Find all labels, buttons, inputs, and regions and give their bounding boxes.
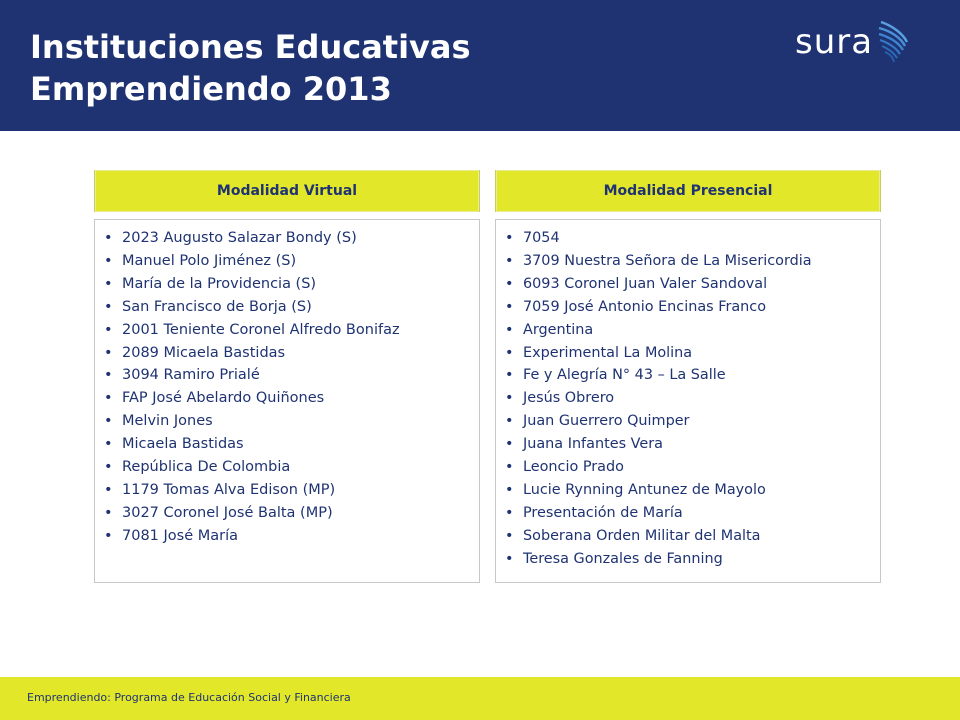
- institution-list-presencial: [496, 220, 880, 571]
- list-item: • Experimental La Molina: [505, 342, 880, 365]
- list-item: • 3027 Coronel José Balta (MP): [104, 502, 479, 525]
- list-item: • 2089 Micaela Bastidas: [104, 342, 479, 365]
- page-title: [30, 26, 471, 110]
- list-item: • República De Colombia: [104, 456, 479, 479]
- heading-label: Modalidad Virtual: [216, 183, 358, 199]
- header-banner: [0, 0, 960, 131]
- list-item: • 1179 Tomas Alva Edison (MP): [104, 479, 479, 502]
- list-item: • 2023 Augusto Salazar Bondy (S): [104, 227, 479, 250]
- column-heading-virtual: [94, 170, 480, 212]
- list-item: • Teresa Gonzales de Fanning: [505, 548, 880, 571]
- column-heading-presencial: [495, 170, 881, 212]
- list-item: • 7059 José Antonio Encinas Franco: [505, 296, 880, 319]
- list-item: • Juan Guerrero Quimper: [505, 410, 880, 433]
- list-item: • Manuel Polo Jiménez (S): [104, 250, 479, 273]
- title-line-1: Instituciones Educativas: [30, 28, 471, 66]
- list-item: • 7054: [505, 227, 880, 250]
- list-item: • Argentina: [505, 319, 880, 342]
- list-item: • 2001 Teniente Coronel Alfredo Bonifaz: [104, 319, 479, 342]
- column-presencial: [495, 170, 881, 567]
- list-box-presencial: [495, 219, 881, 583]
- logo-text: sura: [795, 22, 874, 62]
- list-item: • FAP José Abelardo Quiñones: [104, 387, 479, 410]
- list-item: • Soberana Orden Militar del Malta: [505, 525, 880, 548]
- wing-logo-icon: [877, 20, 911, 68]
- list-item: • 6093 Coronel Juan Valer Sandoval: [505, 273, 880, 296]
- list-item: • Presentación de María: [505, 502, 880, 525]
- list-item: • 7081 José María: [104, 525, 479, 548]
- list-item: • 3094 Ramiro Prialé: [104, 364, 479, 387]
- list-item: • María de la Providencia (S): [104, 273, 479, 296]
- column-virtual: [94, 170, 480, 544]
- footer-bar: [0, 677, 960, 720]
- footer-text: Emprendiendo: Programa de Educación Social y Financiera: [27, 691, 351, 704]
- list-item: • Lucie Rynning Antunez de Mayolo: [505, 479, 880, 502]
- heading-label: Modalidad Presencial: [603, 183, 773, 199]
- list-item: • San Francisco de Borja (S): [104, 296, 479, 319]
- title-line-2: Emprendiendo 2013: [30, 70, 392, 108]
- list-item: • Micaela Bastidas: [104, 433, 479, 456]
- list-box-virtual: [94, 219, 480, 583]
- list-item: • Leoncio Prado: [505, 456, 880, 479]
- sura-logo: [795, 20, 915, 70]
- list-item: • Melvin Jones: [104, 410, 479, 433]
- list-item: • Juana Infantes Vera: [505, 433, 880, 456]
- institution-list-virtual: [95, 220, 479, 548]
- list-item: • Fe y Alegría N° 43 – La Salle: [505, 364, 880, 387]
- list-item: • Jesús Obrero: [505, 387, 880, 410]
- list-item: • 3709 Nuestra Señora de La Misericordia: [505, 250, 880, 273]
